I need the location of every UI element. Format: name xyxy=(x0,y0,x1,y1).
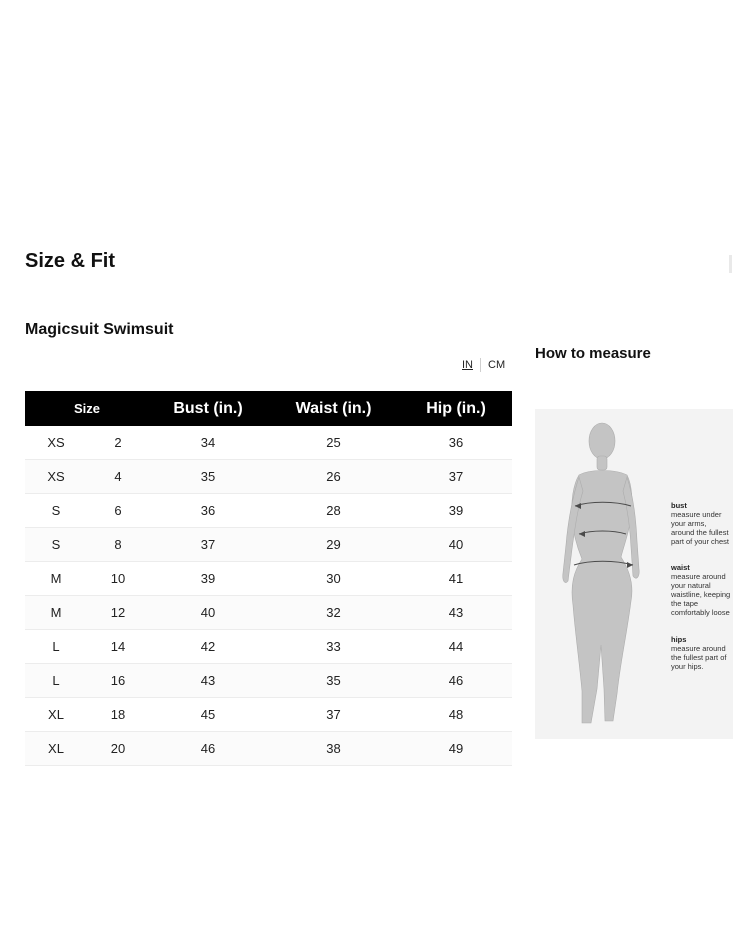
legend-hips xyxy=(671,635,733,671)
legend-bust-line: part of your chest xyxy=(671,537,729,546)
legend-waist-label: waist xyxy=(671,563,690,572)
size-number-cell: 8 xyxy=(87,528,149,562)
size-number-cell: 10 xyxy=(87,562,149,596)
size-letter-cell: XL xyxy=(25,732,87,766)
bust-cell: 34 xyxy=(149,426,267,460)
waist-cell: 25 xyxy=(267,426,400,460)
legend-bust-line: around the fullest xyxy=(671,528,729,537)
legend-waist-line: comfortably loose xyxy=(671,608,730,617)
unit-toggle xyxy=(455,358,512,372)
hip-cell: 49 xyxy=(400,732,512,766)
hip-cell: 39 xyxy=(400,494,512,528)
legend-waist-line: the tape xyxy=(671,599,699,608)
size-chart-header xyxy=(25,391,512,426)
waist-cell: 28 xyxy=(267,494,400,528)
waist-cell: 33 xyxy=(267,630,400,664)
waist-cell: 35 xyxy=(267,664,400,698)
header-hip: Hip (in.) xyxy=(400,391,512,426)
waist-cell: 38 xyxy=(267,732,400,766)
hip-cell: 41 xyxy=(400,562,512,596)
legend-hips-line: the fullest part of xyxy=(671,653,727,662)
size-letter-cell: XL xyxy=(25,698,87,732)
legend-waist-line: measure around xyxy=(671,572,726,581)
bust-cell: 43 xyxy=(149,664,267,698)
size-letter-cell: L xyxy=(25,664,87,698)
size-letter-cell: M xyxy=(25,596,87,630)
legend-bust-line: your arms, xyxy=(671,519,707,528)
legend-bust-line: measure under xyxy=(671,510,722,519)
bust-cell: 35 xyxy=(149,460,267,494)
hip-cell: 44 xyxy=(400,630,512,664)
table-row xyxy=(25,426,512,460)
size-number-cell: 2 xyxy=(87,426,149,460)
size-number-cell: 18 xyxy=(87,698,149,732)
bust-cell: 45 xyxy=(149,698,267,732)
size-number-cell: 16 xyxy=(87,664,149,698)
table-row xyxy=(25,698,512,732)
table-row xyxy=(25,596,512,630)
hip-cell: 37 xyxy=(400,460,512,494)
hip-cell: 36 xyxy=(400,426,512,460)
bust-cell: 39 xyxy=(149,562,267,596)
unit-cm-toggle[interactable]: CM xyxy=(488,359,506,371)
table-row xyxy=(25,630,512,664)
legend-hips-line: your hips. xyxy=(671,662,704,671)
unit-in-toggle[interactable]: IN xyxy=(462,359,473,371)
size-letter-cell: L xyxy=(25,630,87,664)
waist-cell: 37 xyxy=(267,698,400,732)
hip-cell: 43 xyxy=(400,596,512,630)
bust-cell: 37 xyxy=(149,528,267,562)
header-bust: Bust (in.) xyxy=(149,391,267,426)
legend-hips-line: measure around xyxy=(671,644,726,653)
waist-cell: 26 xyxy=(267,460,400,494)
table-row xyxy=(25,562,512,596)
bust-cell: 42 xyxy=(149,630,267,664)
legend-waist xyxy=(671,563,733,617)
table-row xyxy=(25,494,512,528)
size-number-cell: 4 xyxy=(87,460,149,494)
size-chart-table xyxy=(25,391,512,766)
table-row xyxy=(25,664,512,698)
size-letter-cell: M xyxy=(25,562,87,596)
size-number-cell: 14 xyxy=(87,630,149,664)
bust-cell: 36 xyxy=(149,494,267,528)
table-row xyxy=(25,460,512,494)
hip-cell: 40 xyxy=(400,528,512,562)
legend-hips-label: hips xyxy=(671,635,687,644)
waist-cell: 30 xyxy=(267,562,400,596)
waist-cell: 32 xyxy=(267,596,400,630)
size-chart-body xyxy=(25,426,512,766)
waist-cell: 29 xyxy=(267,528,400,562)
how-to-measure-title: How to measure xyxy=(535,345,651,362)
bust-cell: 46 xyxy=(149,732,267,766)
size-letter-cell: XS xyxy=(25,426,87,460)
scroll-edge-marker xyxy=(729,255,732,273)
legend-waist-line: your natural xyxy=(671,581,711,590)
table-row xyxy=(25,732,512,766)
size-number-cell: 20 xyxy=(87,732,149,766)
size-letter-cell: S xyxy=(25,528,87,562)
hip-cell: 46 xyxy=(400,664,512,698)
size-letter-cell: S xyxy=(25,494,87,528)
header-size: Size xyxy=(25,391,149,426)
header-waist: Waist (in.) xyxy=(267,391,400,426)
size-number-cell: 12 xyxy=(87,596,149,630)
legend-bust xyxy=(671,501,733,546)
legend-bust-label: bust xyxy=(671,501,687,510)
legend-waist-line: waistline, keeping xyxy=(671,590,731,599)
size-letter-cell: XS xyxy=(25,460,87,494)
size-number-cell: 6 xyxy=(87,494,149,528)
hip-cell: 48 xyxy=(400,698,512,732)
table-row xyxy=(25,528,512,562)
page-title: Size & Fit xyxy=(25,250,116,272)
bust-cell: 40 xyxy=(149,596,267,630)
measurement-guide xyxy=(535,409,733,739)
product-title: Magicsuit Swimsuit xyxy=(25,321,174,338)
